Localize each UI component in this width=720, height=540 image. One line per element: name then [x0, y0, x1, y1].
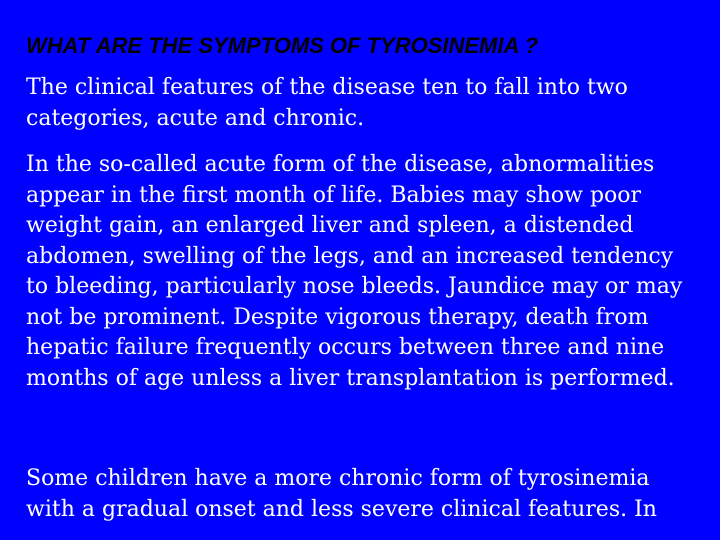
acute-form-paragraph: In the so-called acute form of the disease, abnormalities appear in the first month of life. Babies may show poor weight gain, an enlarged liver and spleen, a distended abdomen, swelling of the legs, and an increased tendency to bleeding, particularly nose bleeds. Jaundice may or may not be prominent. Despite vigorous therapy, death from hepatic failure frequently occurs between three and nine months of age unless a liver transplantation is performed.: [26, 152, 683, 391]
chronic-form-paragraph: Some children have a more chronic form of tyrosinemia with a gradual onset and less severe clinical features. In: [26, 466, 657, 522]
intro-paragraph: The clinical features of the disease ten to fall into two categories, acute and chronic.: [26, 75, 628, 131]
slide-title: WHAT ARE THE SYMPTOMS OF TYROSINEMIA ?: [26, 33, 539, 58]
